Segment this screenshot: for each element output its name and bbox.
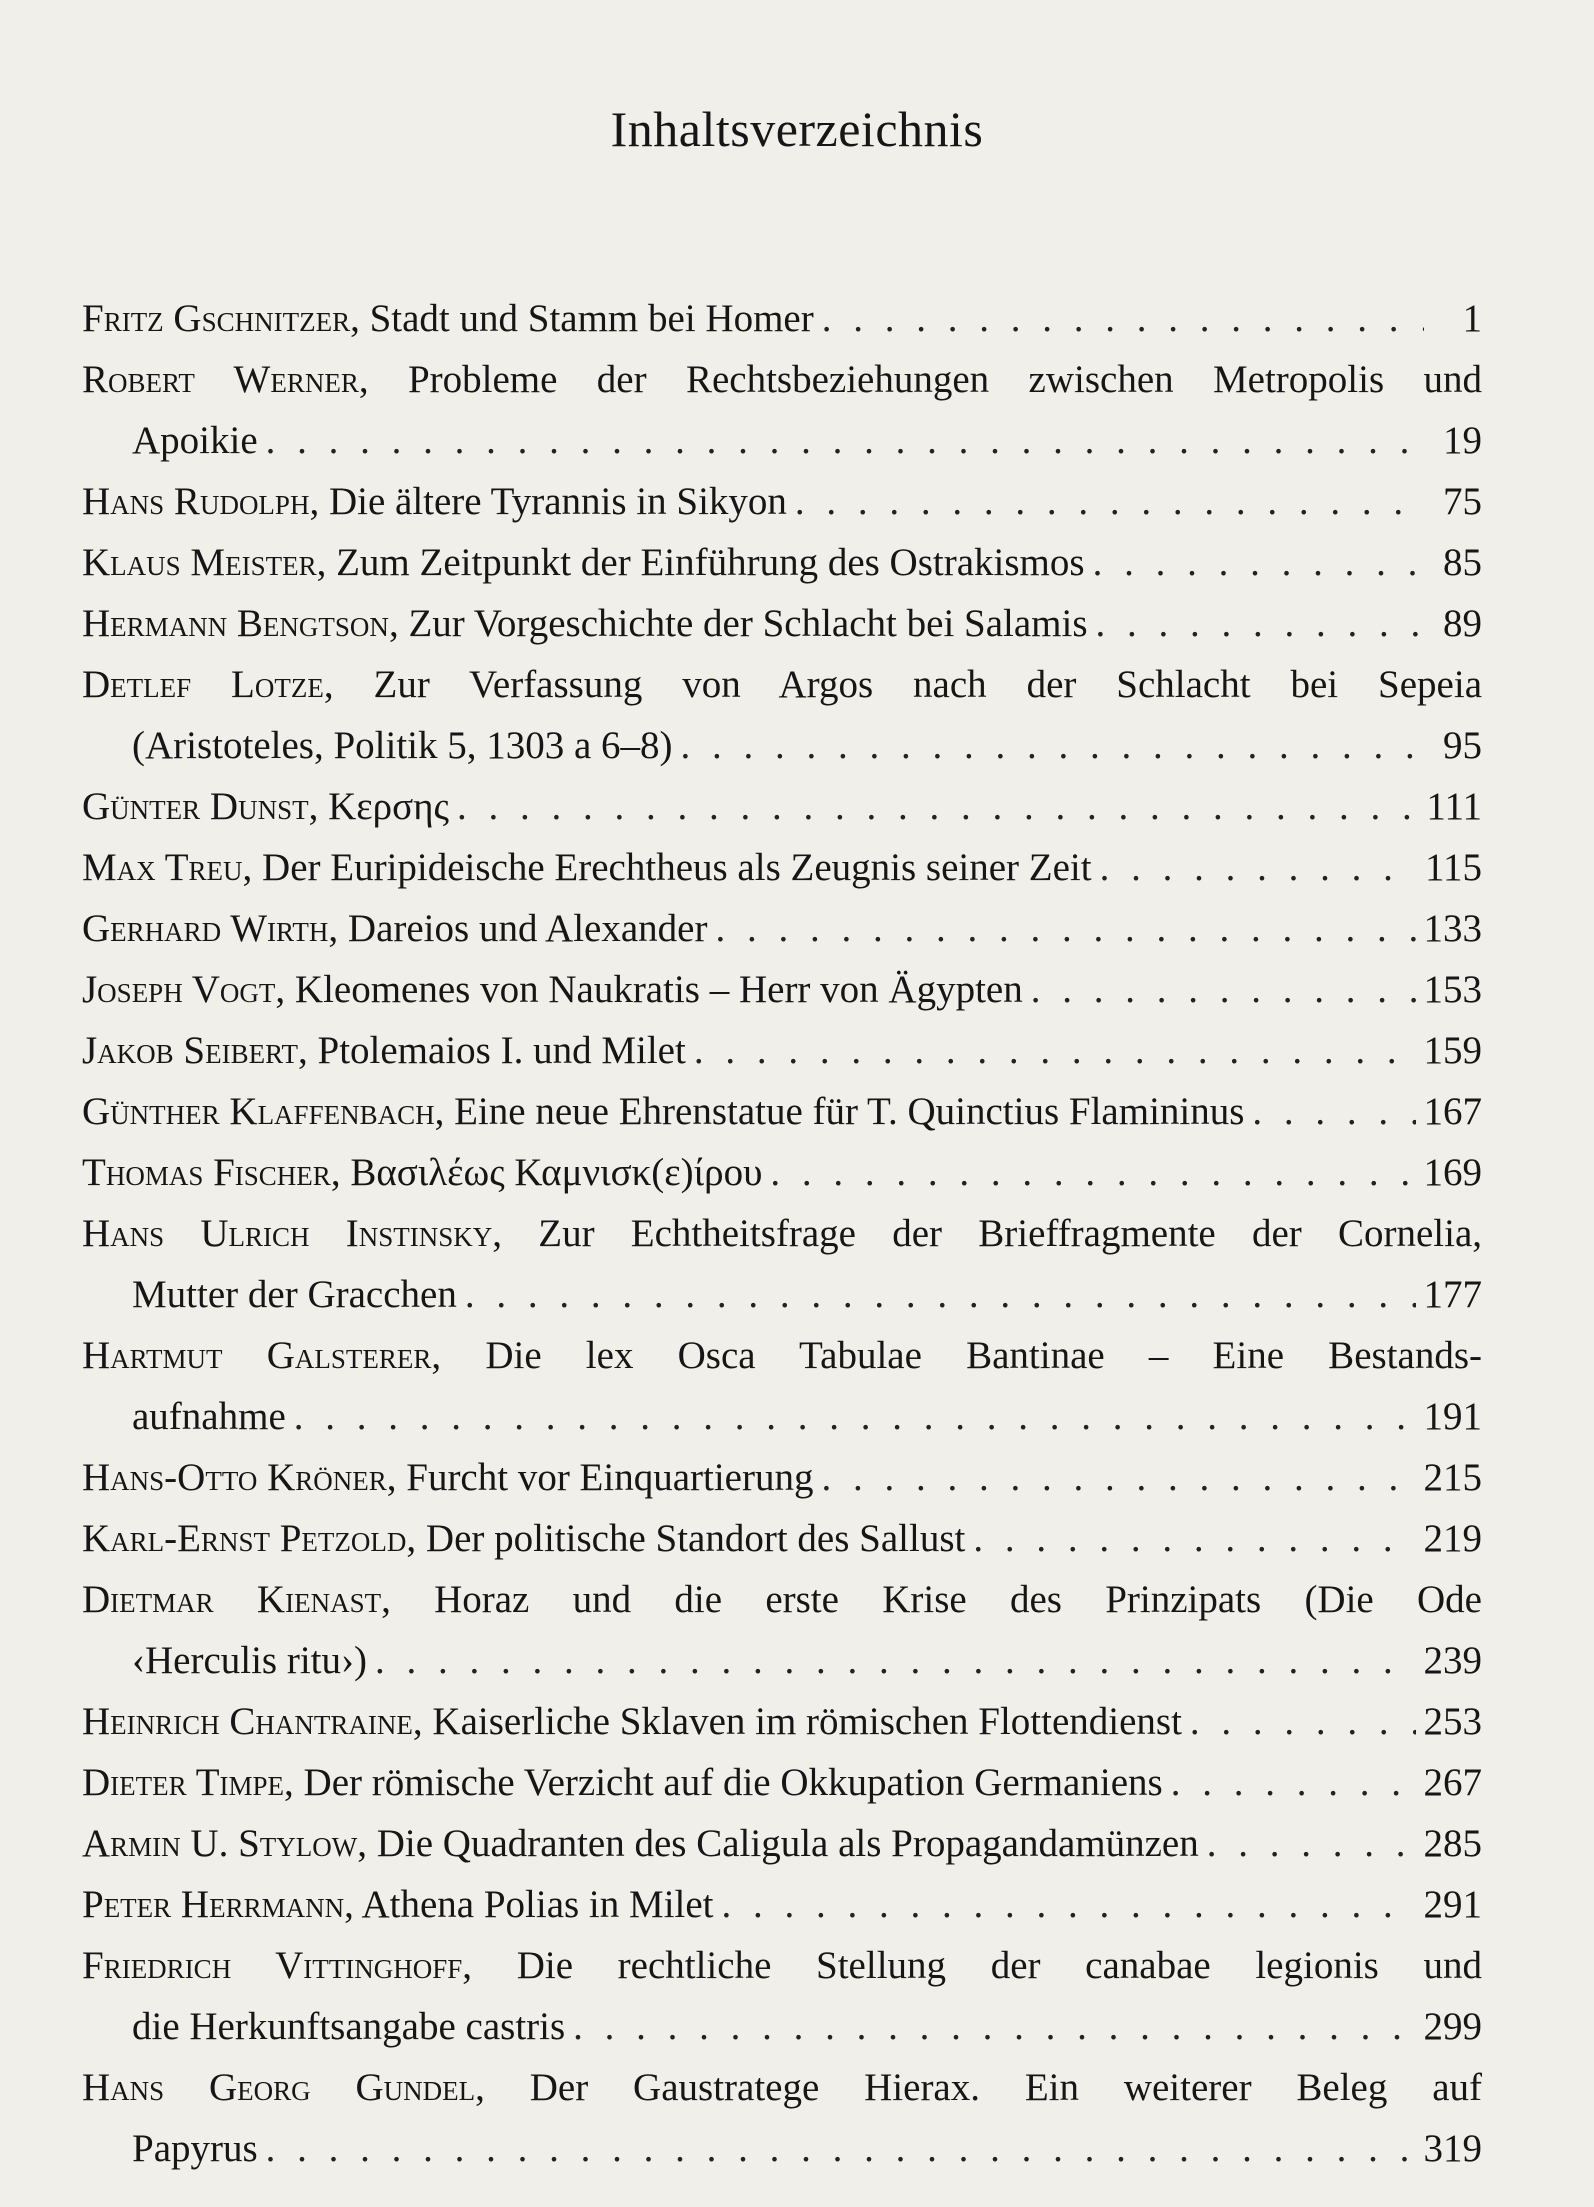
page-number: 215 — [1423, 1456, 1482, 1499]
toc-entry — [82, 288, 1482, 349]
entry-author: Hans-Otto Kröner — [82, 1456, 387, 1499]
dot-leader — [457, 776, 1418, 837]
entry-author: Klaus Meister — [82, 541, 317, 584]
toc-entry-line — [82, 349, 1482, 410]
toc-entry — [82, 1142, 1482, 1203]
dot-leader — [821, 1447, 1415, 1508]
entry-author: Detlef Lotze — [82, 663, 324, 706]
dot-leader — [1207, 1813, 1416, 1874]
entry-author: Hans Rudolph — [82, 480, 310, 523]
toc-entry — [82, 471, 1482, 532]
entry-author: Friedrich Vittinghoff — [82, 1944, 463, 1987]
toc-entry-continuation — [82, 715, 1482, 776]
entry-title-continuation: (Aristoteles, Politik 5, 1303 a 6–8) — [132, 724, 673, 767]
toc-entry-line — [82, 898, 1482, 959]
dot-leader — [973, 1508, 1415, 1569]
page-number: 89 — [1443, 602, 1482, 645]
dot-leader — [573, 1996, 1415, 2057]
toc-entry-line — [82, 1935, 1482, 1996]
page-number: 177 — [1423, 1273, 1482, 1316]
toc-entry — [82, 654, 1482, 776]
toc-entry — [82, 959, 1482, 1020]
toc-entry — [82, 1874, 1482, 1935]
dot-leader — [1190, 1691, 1416, 1752]
toc-entry — [82, 1447, 1482, 1508]
entry-title: , Der Euripideische Erechtheus als Zeugnis seiner Zeit — [242, 846, 1092, 889]
toc-entry — [82, 1569, 1482, 1691]
toc-entry-line — [82, 532, 1482, 593]
entry-author: Armin U. Stylow — [82, 1822, 358, 1865]
page-number: 299 — [1423, 2005, 1482, 2048]
entry-title: , Die ältere Tyrannis in Sikyon — [309, 480, 787, 523]
entry-author: Dietmar Kienast — [82, 1578, 382, 1621]
page-number: 219 — [1423, 1517, 1482, 1560]
page-number: 75 — [1443, 480, 1482, 523]
page-number: 169 — [1423, 1151, 1482, 1194]
dot-leader — [722, 1874, 1416, 1935]
toc-entry-line — [82, 654, 1482, 715]
toc-entry — [82, 349, 1482, 471]
toc-entry — [82, 1935, 1482, 2057]
toc-entry — [82, 593, 1482, 654]
toc-entry — [82, 1020, 1482, 1081]
dot-leader — [1031, 959, 1416, 1020]
page-number: 319 — [1423, 2127, 1482, 2170]
entry-author: Karl-Ernst Petzold — [82, 1517, 407, 1560]
entry-author: Hermann Bengtson — [82, 602, 389, 645]
toc-entry-line — [82, 1020, 1482, 1081]
entry-author: Robert Werner — [82, 358, 359, 401]
dot-leader — [1100, 837, 1417, 898]
dot-leader — [694, 1020, 1416, 1081]
entry-title: , Βασιλέως Καμνισκ(ε)ίρου — [330, 1151, 763, 1194]
toc-entry-continuation — [82, 2118, 1482, 2179]
page-number: 167 — [1423, 1090, 1482, 1133]
toc-entry — [82, 1325, 1482, 1447]
entry-title-continuation: Mutter der Gracchen — [132, 1273, 457, 1316]
toc-entry-line — [82, 1203, 1482, 1264]
page-number: 19 — [1443, 419, 1482, 462]
toc-entry — [82, 1203, 1482, 1325]
entry-title: , Kaiserliche Sklaven im römischen Flottendienst — [412, 1700, 1182, 1743]
entry-title: , Zur Echtheitsfrage der Brieffragmente der Cornelia, — [492, 1212, 1483, 1255]
toc-entry — [82, 776, 1482, 837]
entry-title: , Zum Zeitpunkt der Einführung des Ostrakismos — [316, 541, 1085, 584]
entry-author: Günther Klaffenbach — [82, 1090, 435, 1133]
dot-leader — [1096, 593, 1424, 654]
toc-entry-line — [82, 1325, 1482, 1386]
toc-entry-line — [82, 1813, 1482, 1874]
entry-title: , Zur Verfassung von Argos nach der Schlacht bei Sepeia — [323, 663, 1483, 706]
entry-author: Fritz Gschnitzer — [82, 297, 351, 340]
entry-title: , Kleomenes von Naukratis – Herr von Ägypten — [275, 968, 1023, 1011]
entry-title: , Stadt und Stamm bei Homer — [350, 297, 814, 340]
entry-title-continuation: ‹Herculis ritu›) — [132, 1639, 367, 1682]
entry-title: , Κερσης — [308, 785, 449, 828]
page-number: 1 — [1462, 297, 1482, 340]
toc-entry-line — [82, 1447, 1482, 1508]
toc-entry — [82, 2057, 1482, 2179]
toc-entry-line — [82, 837, 1482, 898]
entry-title-continuation: Apoikie — [132, 419, 258, 462]
entry-title: , Furcht vor Einquartierung — [386, 1456, 814, 1499]
entry-author: Hartmut Galsterer — [82, 1334, 432, 1377]
entry-title: , Die Quadranten des Caligula als Propagandamünzen — [357, 1822, 1199, 1865]
toc-entry-line — [82, 288, 1482, 349]
page-number: 115 — [1424, 846, 1482, 889]
entry-title-continuation: aufnahme — [132, 1395, 286, 1438]
table-of-contents — [82, 288, 1482, 2179]
toc-entry — [82, 1752, 1482, 1813]
toc-entry — [82, 1813, 1482, 1874]
page-number: 159 — [1423, 1029, 1482, 1072]
entry-author: Günter Dunst — [82, 785, 309, 828]
dot-leader — [822, 288, 1424, 349]
entry-title: , Die rechtliche Stellung der canabae legionis und — [462, 1944, 1482, 1987]
toc-entry-continuation — [82, 1630, 1482, 1691]
page-number: 111 — [1426, 785, 1482, 828]
page-number: 191 — [1423, 1395, 1482, 1438]
toc-entry-line — [82, 1142, 1482, 1203]
entry-title: , Eine neue Ehrenstatue für T. Quinctius Flamininus — [434, 1090, 1245, 1133]
entry-title: , Probleme der Rechtsbeziehungen zwischen Metropolis und — [358, 358, 1482, 401]
entry-author: Jakob Seibert — [82, 1029, 298, 1072]
toc-entry-line — [82, 1874, 1482, 1935]
entry-author: Dieter Timpe — [82, 1761, 285, 1804]
dot-leader — [294, 1386, 1416, 1447]
toc-entry-continuation — [82, 410, 1482, 471]
toc-entry-continuation — [82, 1996, 1482, 2057]
toc-entry-line — [82, 1691, 1482, 1752]
entry-title: , Zur Vorgeschichte der Schlacht bei Salamis — [388, 602, 1088, 645]
toc-entry-line — [82, 1569, 1482, 1630]
entry-author: Thomas Fischer — [82, 1151, 331, 1194]
page-number: 133 — [1423, 907, 1482, 950]
dot-leader — [266, 2118, 1416, 2179]
dot-leader — [795, 471, 1424, 532]
page-number: 291 — [1423, 1883, 1482, 1926]
toc-entry-line — [82, 471, 1482, 532]
entry-author: Gerhard Wirth — [82, 907, 329, 950]
page-number: 267 — [1423, 1761, 1482, 1804]
dot-leader — [1252, 1081, 1415, 1142]
entry-author: Hans Ulrich Instinsky — [82, 1212, 493, 1255]
entry-title: , Der politische Standort des Sallust — [406, 1517, 966, 1560]
toc-entry — [82, 1691, 1482, 1752]
dot-leader — [1171, 1752, 1416, 1813]
toc-entry-line — [82, 2057, 1482, 2118]
dot-leader — [1093, 532, 1424, 593]
page-number: 95 — [1443, 724, 1482, 767]
entry-author: Max Treu — [82, 846, 243, 889]
toc-entry-line — [82, 776, 1482, 837]
toc-entry-line — [82, 959, 1482, 1020]
page-number: 285 — [1423, 1822, 1482, 1865]
entry-title-continuation: Papyrus — [132, 2127, 258, 2170]
toc-entry-continuation — [82, 1264, 1482, 1325]
toc-entry-line — [82, 593, 1482, 654]
toc-entry-line — [82, 1508, 1482, 1569]
entry-title: , Die lex Osca Tabulae Bantinae – Eine Bestands- — [431, 1334, 1482, 1377]
entry-title-continuation: die Herkunftsangabe castris — [132, 2005, 566, 2048]
page-number: 153 — [1423, 968, 1482, 1011]
dot-leader — [375, 1630, 1416, 1691]
toc-entry-line — [82, 1081, 1482, 1142]
entry-title: , Dareios und Alexander — [328, 907, 708, 950]
dot-leader — [465, 1264, 1416, 1325]
entry-title: , Der römische Verzicht auf die Okkupation Germaniens — [284, 1761, 1163, 1804]
dot-leader — [715, 898, 1415, 959]
toc-entry — [82, 1508, 1482, 1569]
page-number: 239 — [1423, 1639, 1482, 1682]
entry-title: , Der Gaustratege Hierax. Ein weiterer Beleg auf — [475, 2066, 1482, 2109]
entry-author: Heinrich Chantraine — [82, 1700, 413, 1743]
entry-author: Joseph Vogt — [82, 968, 276, 1011]
entry-author: Peter Herrmann — [82, 1883, 345, 1926]
toc-entry — [82, 837, 1482, 898]
toc-entry — [82, 1081, 1482, 1142]
toc-entry — [82, 898, 1482, 959]
page-number: 85 — [1443, 541, 1482, 584]
dot-leader — [681, 715, 1424, 776]
toc-entry — [82, 532, 1482, 593]
entry-title: , Horaz und die erste Krise des Prinzipats (Die Ode — [381, 1578, 1482, 1621]
page-title: Inhaltsverzeichnis — [610, 101, 984, 157]
toc-entry-line — [82, 1752, 1482, 1813]
page-number: 253 — [1423, 1700, 1482, 1743]
entry-author: Hans Georg Gundel — [82, 2066, 476, 2109]
dot-leader — [266, 410, 1424, 471]
entry-title: , Ptolemaios I. und Milet — [298, 1029, 686, 1072]
toc-entry-continuation — [82, 1386, 1482, 1447]
entry-title: , Athena Polias in Milet — [344, 1883, 714, 1926]
dot-leader — [770, 1142, 1415, 1203]
